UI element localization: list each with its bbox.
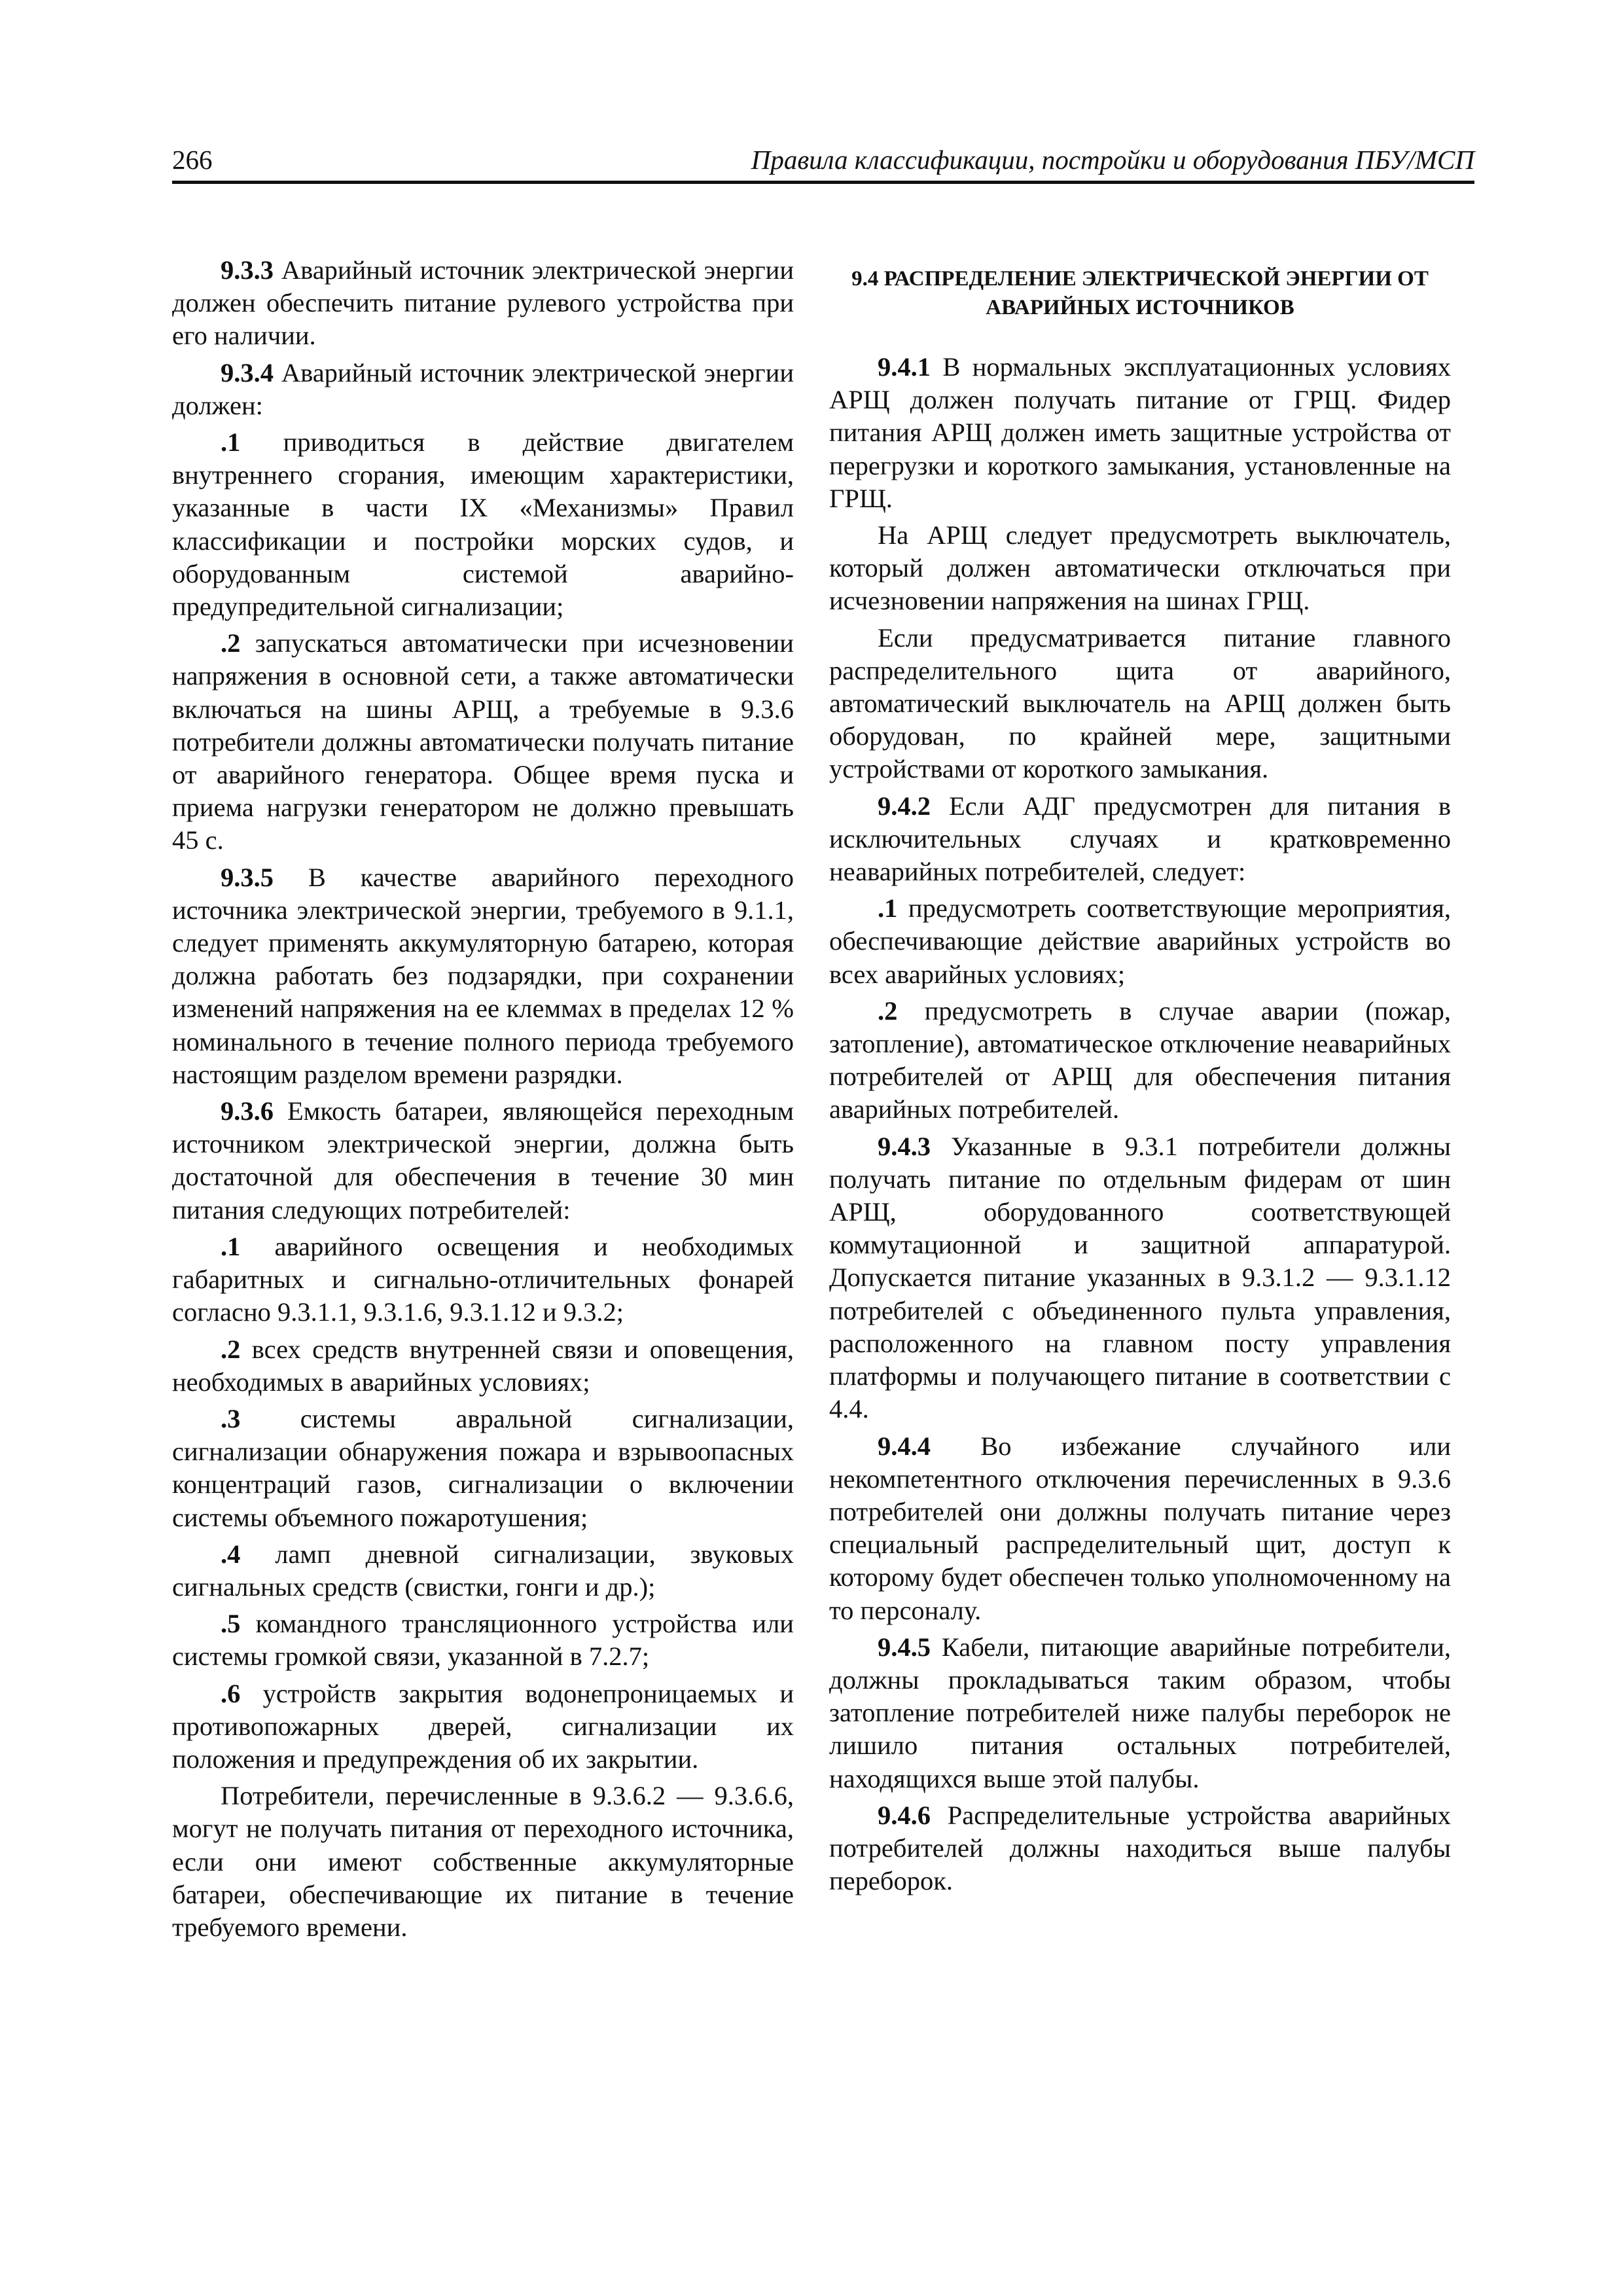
page-number: 266: [172, 145, 213, 175]
paragraph-9-4-6: 9.4.6 Распределительные устройства аварийных потребителей должны находиться выше палубы переборок.: [829, 1800, 1451, 1896]
paragraph-9-3-4-2: .2 запускаться автоматически при исчезновении напряжения в основной сети, а также автоматически включаться на шины АРЩ, а требуемые в 9.3.6 потребители должны автоматически получать питание от аварийного генератора. Общее время пуска и приема нагрузки генератором не должно превышать 45 с.: [172, 628, 794, 855]
paragraph-9-4-1: 9.4.1 В нормальных эксплуатационных условиях АРЩ должен получать питание от ГРЩ. Фидер питания АРЩ должен иметь защитные устройства от перегрузки и короткого замыкания, установленные на ГРЩ.: [829, 352, 1451, 513]
paragraph-9-4-5: 9.4.5 Кабели, питающие аварийные потребители, должны прокладываться таким образом, чтобы затопление потребителей ниже палубы переборок не лишило питания остальных потребителей, находящихся выше этой палубы.: [829, 1632, 1451, 1793]
section-heading-9-4: 9.4 РАСПРЕДЕЛЕНИЕ ЭЛЕКТРИЧЕСКОЙ ЭНЕРГИИ ОТ АВАРИЙНЫХ ИСТОЧНИКОВ: [851, 267, 1429, 319]
paragraph-9-4-2-1: .1 предусмотреть соответствующие мероприятия, обеспечивающие действие аварийных устройств во всех аварийных условиях;: [829, 893, 1451, 989]
paragraph-9-3-6-4: .4 ламп дневной сигнализации, звуковых сигнальных средств (свистки, гонги и др.);: [172, 1539, 794, 1602]
paragraph-9-3-4-1: .1 приводиться в действие двигателем внутреннего сгорания, имеющим характеристики, указанные в части IX «Механизмы» Правил классификации и постройки морских судов, и оборудованным системой аварийно-предупредительной сигнализации;: [172, 427, 794, 622]
paragraph-9-3-5: 9.3.5 В качестве аварийного переходного источника электрической энергии, требуемого в 9.1.1, следует применять аккумуляторную батарею, которая должна работать без подзарядки, при сохранении изменений напряжения на ее клеммах в пределах 12 % номинального в течение полного периода требуемого настоящим разделом времени разрядки.: [172, 862, 794, 1089]
paragraph-9-4-1-main-board: Если предусматривается питание главного распределительного щита от аварийного, автоматический выключатель на АРЩ должен быть оборудован, по крайней мере, защитными устройствами от короткого замыкания.: [829, 622, 1451, 784]
right-column: [829, 254, 1451, 1901]
paragraph-9-3-6-3: .3 системы авральной сигнализации, сигнализации обнаружения пожара и взрывоопасных концентраций газов, сигнализации о включении системы объемного пожаротушения;: [172, 1403, 794, 1532]
paragraph-9-4-1-switch: На АРЩ следует предусмотреть выключатель, который должен автоматически отключаться при исчезновении напряжения на шинах ГРЩ.: [829, 520, 1451, 616]
paragraph-9-3-6-1: .1 аварийного освещения и необходимых габаритных и сигнально-отличительных фонарей согласно 9.3.1.1, 9.3.1.6, 9.3.1.12 и 9.3.2;: [172, 1231, 794, 1327]
paragraph-9-4-2-2: .2 предусмотреть в случае аварии (пожар, затопление), автоматическое отключение неаварийных потребителей от АРЩ для обеспечения питания аварийных потребителей.: [829, 996, 1451, 1124]
paragraph-9-4-3: 9.4.3 Указанные в 9.3.1 потребители должны получать питание по отдельным фидерам от шин АРЩ, оборудованного соответствующей коммутационной и защитной аппаратурой. Допускается питание указанных в 9.3.1.2 — 9.3.1.12 потребителей с объединенного пульта управления, расположенного на главном посту управления платформы и получающего питание в соответствии с 4.4.: [829, 1131, 1451, 1424]
paragraph-9-3-6-6: .6 устройств закрытия водонепроницаемых и противопожарных дверей, сигнализации их положения и предупреждения об их закрытии.: [172, 1678, 794, 1774]
paragraph-9-4-2: 9.4.2 Если АДГ предусмотрен для питания в исключительных случаях и кратковременно неаварийных потребителей, следует:: [829, 791, 1451, 887]
paragraph-9-3-6-5: .5 командного трансляционного устройства или системы громкой связи, указанной в 7.2.7;: [172, 1609, 794, 1672]
paragraph-consumers-note: Потребители, перечисленные в 9.3.6.2 — 9.3.6.6, могут не получать питания от переходного источника, если они имеют собственные аккумуляторные батареи, обеспечивающие их питание в течение требуемого времени.: [172, 1781, 794, 1942]
paragraph-9-4-4: 9.4.4 Во избежание случайного или некомпетентного отключения перечисленных в 9.3.6 потребителей они должны получать питание через специальный распределительный щит, доступ к которому будет обеспечен только уполномоченному на то персоналу.: [829, 1431, 1451, 1625]
running-header: [172, 143, 1474, 184]
running-title: Правила классификации, постройки и оборудования ПБУ/МСП: [751, 145, 1474, 175]
left-column: [172, 254, 794, 1948]
paragraph-9-3-4: 9.3.4 Аварийный источник электрической энергии должен:: [172, 357, 794, 420]
paragraph-9-3-3: 9.3.3 Аварийный источник электрической энергии должен обеспечить питание рулевого устройства при его наличии.: [172, 255, 794, 351]
paragraph-9-3-6-2: .2 всех средств внутренней связи и оповещения, необходимых в аварийных условиях;: [172, 1334, 794, 1397]
paragraph-9-3-6: 9.3.6 Емкость батареи, являющейся переходным источником электрической энергии, должна быть достаточной для обеспечения в течение 30 мин питания следующих потребителей:: [172, 1096, 794, 1225]
